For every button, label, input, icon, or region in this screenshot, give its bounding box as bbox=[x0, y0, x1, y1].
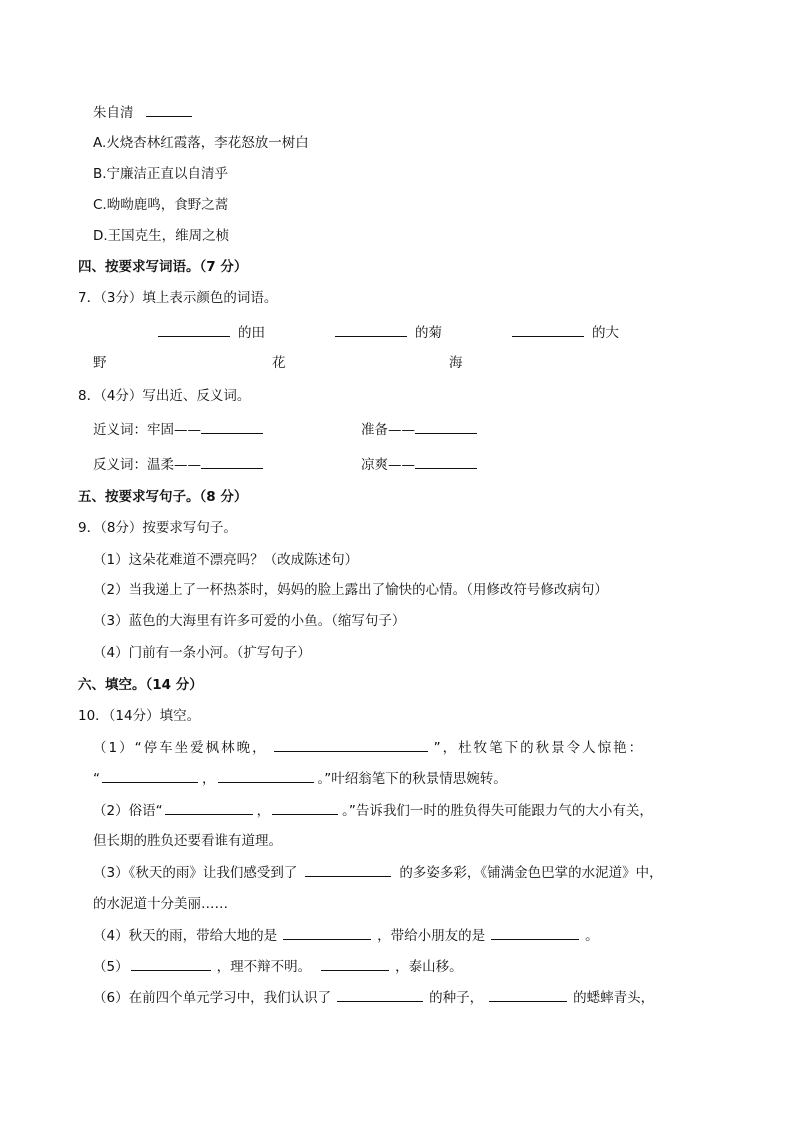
q7-wrap-3: 海 bbox=[449, 355, 463, 371]
q10-p1-line1: （1）“停车坐爱枫林晚， ”，杜牧笔下的秋景令人惊艳： bbox=[93, 737, 644, 758]
q10-blank-11[interactable] bbox=[337, 987, 423, 1002]
q10-blank-12[interactable] bbox=[489, 987, 567, 1002]
q10-p3-line1: （3）《秋天的雨》让我们感受到了 的多姿多彩，《铺满金色巴掌的水泥道》中， bbox=[93, 862, 663, 883]
q10-p2-line1: （2）俗语“ ， 。”告诉我们一时的胜负得失可能跟力气的大小有关， bbox=[93, 800, 653, 821]
q8-antonym-blank-2[interactable] bbox=[415, 454, 477, 469]
q8-stem: 8．（4分）写出近、反义词。 bbox=[78, 388, 251, 404]
q7-blank-1[interactable] bbox=[158, 322, 230, 337]
q10-blank-2[interactable] bbox=[102, 768, 198, 783]
q9-item-2: （2）当我递上了一杯热茶时，妈妈的脸上露出了愉快的心情。（用修改符号修改病句） bbox=[93, 582, 608, 598]
q8-synonym-blank-1[interactable] bbox=[201, 419, 263, 434]
q8-antonym-2: 凉爽—— bbox=[361, 454, 477, 475]
q6-option-c: C.呦呦鹿鸣，食野之蒿 bbox=[93, 197, 229, 213]
q7-stem: 7．（3分）填上表示颜色的词语。 bbox=[78, 290, 278, 306]
q7-wrap-1: 野 bbox=[93, 355, 107, 371]
q8-synonym-blank-2[interactable] bbox=[415, 419, 477, 434]
q10-p5: （5） ，理不辩不明。 ，泰山移。 bbox=[93, 956, 463, 977]
q9-item-1: （1）这朵花难道不漂亮吗？（改成陈述句） bbox=[93, 552, 359, 568]
q10-p6: （6）在前四个单元学习中，我们认识了 的种子， 的蟋蟀青头， bbox=[93, 987, 654, 1008]
q10-stem: 10．（14分）填空。 bbox=[78, 708, 201, 724]
q9-item-3: （3）蓝色的大海里有许多可爱的小鱼。（缩写句子） bbox=[93, 613, 406, 629]
q8-synonym-2: 准备—— bbox=[361, 419, 477, 440]
section5-title: 五、按要求写句子。（8 分） bbox=[78, 489, 248, 505]
q10-blank-4[interactable] bbox=[165, 800, 253, 815]
q7-blank-3[interactable] bbox=[512, 322, 584, 337]
q6-answer-blank[interactable] bbox=[146, 102, 192, 117]
q7-item-1: 的田 bbox=[158, 322, 265, 343]
q8-antonym-1: 反义词：温柔—— bbox=[93, 454, 263, 475]
q10-blank-6[interactable] bbox=[305, 862, 391, 877]
q10-blank-1[interactable] bbox=[274, 737, 428, 752]
section4-title: 四、按要求写词语。（7 分） bbox=[78, 259, 248, 275]
q8-antonym-blank-1[interactable] bbox=[201, 454, 263, 469]
q10-blank-5[interactable] bbox=[272, 800, 338, 815]
q6-author: 朱自清 bbox=[93, 105, 134, 121]
q6-author-line bbox=[93, 102, 794, 122]
q10-p3-line2: 的水泥道十分美丽…… bbox=[93, 896, 228, 912]
q10-blank-7[interactable] bbox=[283, 925, 371, 940]
q7-blank-2[interactable] bbox=[335, 322, 407, 337]
q7-item-2: 的菊 bbox=[335, 322, 442, 343]
q10-blank-9[interactable] bbox=[131, 956, 211, 971]
q7-item-3: 的大 bbox=[512, 322, 619, 343]
q10-blank-8[interactable] bbox=[491, 925, 579, 940]
q7-wrap-2: 花 bbox=[272, 355, 286, 371]
q10-p4: （4）秋天的雨，带给大地的是 ，带给小朋友的是 。 bbox=[93, 925, 599, 946]
q8-synonym-1: 近义词：牢固—— bbox=[93, 419, 263, 440]
q6-option-a: A.火烧杏林红霞落，李花怒放一树白 bbox=[93, 135, 309, 151]
q6-option-b: B.宁廉洁正直以自清乎 bbox=[93, 166, 229, 182]
q10-p1-line2: “ ， 。”叶绍翁笔下的秋景情思婉转。 bbox=[93, 768, 507, 789]
q6-option-d: D.王国克生，维周之桢 bbox=[93, 228, 230, 244]
q9-item-4: （4）门前有一条小河。（扩写句子） bbox=[93, 645, 311, 661]
q10-blank-10[interactable] bbox=[321, 956, 389, 971]
q10-blank-3[interactable] bbox=[218, 768, 314, 783]
q10-p2-line2: 但长期的胜负还要看谁有道理。 bbox=[93, 833, 282, 849]
section6-title: 六、填空。（14 分） bbox=[78, 677, 203, 693]
q9-stem: 9．（8分）按要求写句子。 bbox=[78, 520, 237, 536]
